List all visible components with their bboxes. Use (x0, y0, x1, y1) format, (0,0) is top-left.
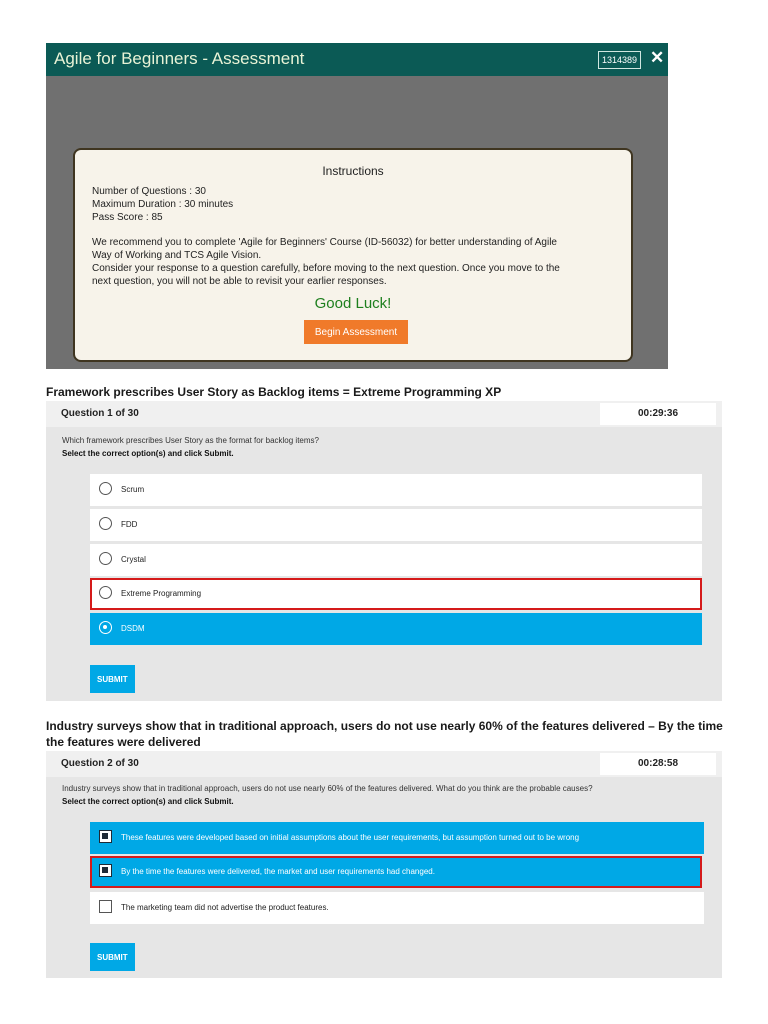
instructions-panel (73, 148, 633, 362)
question-2-panel (46, 751, 722, 978)
checkbox-checked[interactable] (99, 864, 112, 877)
question-number: Question 2 of 30 (61, 758, 139, 769)
option-marketing-team[interactable] (90, 892, 704, 924)
submit-button[interactable]: SUBMIT (90, 665, 135, 693)
option-label: Extreme Programming (121, 589, 202, 598)
question-text: Which framework prescribes User Story as the format for backlog items? (62, 436, 319, 445)
option-label: By the time the features were delivered, the market and user requirements had changed. (121, 867, 435, 876)
checkbox[interactable] (99, 900, 112, 913)
pass-score: Pass Score : 85 (92, 212, 163, 223)
max-duration: Maximum Duration : 30 minutes (92, 199, 234, 210)
close-icon[interactable]: ✕ (650, 48, 665, 67)
option-requirements-changed[interactable] (90, 856, 702, 888)
option-label: DSDM (121, 624, 145, 633)
option-label: These features were developed based on initial assumptions about the user requirements, but assumption turned out to be wrong (121, 833, 580, 842)
option-label: Scrum (121, 485, 145, 494)
recommendation-line-1: We recommend you to complete 'Agile for Beginners' Course (ID-56032) for better understanding of Agile (92, 237, 557, 248)
option-extreme-programming[interactable] (90, 578, 702, 610)
option-dsdm[interactable] (90, 613, 702, 645)
radio-button[interactable] (99, 552, 112, 565)
title-bar (46, 43, 668, 76)
countdown-timer: 00:29:36 (600, 403, 716, 425)
question-1-panel (46, 401, 722, 701)
option-fdd[interactable] (90, 509, 702, 541)
question-count: Number of Questions : 30 (92, 186, 206, 197)
caption-question-1: Framework prescribes User Story as Backlog items = Extreme Programming XP (46, 385, 502, 399)
consider-line-1: Consider your response to a question carefully, before moving to the next question. Once you move to the (92, 263, 560, 274)
begin-assessment-button[interactable]: Begin Assessment (304, 320, 408, 344)
option-label: The marketing team did not advertise the product features. (121, 903, 329, 912)
window-title: Agile for Beginners - Assessment (54, 49, 305, 68)
option-label: Crystal (121, 555, 146, 564)
question-number: Question 1 of 30 (61, 408, 139, 419)
assessment-id-badge: 1314389 (598, 51, 641, 69)
option-label: FDD (121, 520, 138, 529)
assessment-window (46, 43, 668, 369)
instructions-heading: Instructions (322, 164, 384, 178)
consider-line-2: next question, you will not be able to revisit your earlier responses. (92, 276, 387, 287)
question-instruction: Select the correct option(s) and click Submit. (62, 449, 234, 458)
option-initial-assumptions[interactable] (90, 822, 704, 854)
checkbox-checked[interactable] (99, 830, 112, 843)
submit-button[interactable]: SUBMIT (90, 943, 135, 971)
recommendation-line-2: Way of Working and TCS Agile Vision. (92, 250, 262, 261)
question-2-header (46, 751, 722, 777)
option-crystal[interactable] (90, 544, 702, 576)
radio-button[interactable] (99, 482, 112, 495)
option-scrum[interactable] (90, 474, 702, 506)
radio-button[interactable] (99, 586, 112, 599)
countdown-timer: 00:28:58 (600, 753, 716, 775)
question-instruction: Select the correct option(s) and click Submit. (62, 797, 234, 806)
caption-question-2: Industry surveys show that in traditional approach, users do not use nearly 60% of the features delivered – By the time the features were delivered (46, 719, 723, 749)
question-1-header (46, 401, 722, 427)
question-text: Industry surveys show that in traditional approach, users do not use nearly 60% of the features delivered. What do you think are the probable causes? (62, 784, 593, 793)
good-luck-text: Good Luck! (314, 295, 392, 312)
radio-button[interactable] (99, 517, 112, 530)
radio-button-selected[interactable] (99, 621, 112, 634)
